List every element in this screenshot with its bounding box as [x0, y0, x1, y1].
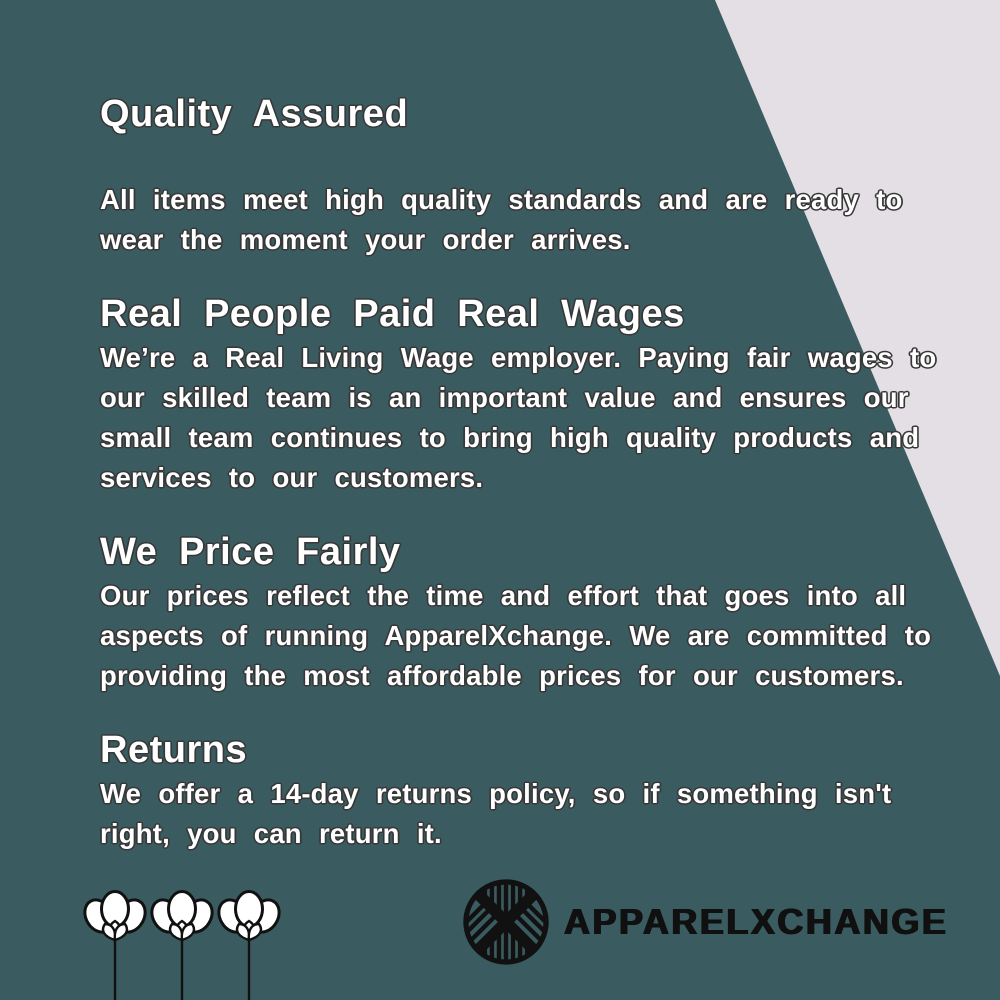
section-quality-assured: [100, 92, 948, 260]
section-real-wages: [100, 292, 948, 498]
cotton-flower-icon: [83, 882, 147, 1000]
section-fair-pricing: [100, 530, 948, 696]
yarn-ball-x-icon: [462, 878, 550, 966]
brand-lockup: [462, 878, 948, 966]
section-returns: [100, 728, 948, 854]
cotton-flower-icon: [150, 882, 214, 1000]
section-body: We offer a 14-day returns policy, so if something isn't right, you can return it.: [100, 778, 892, 849]
brand-name: APPARELXCHANGE: [564, 901, 949, 942]
cotton-flower-icon: [217, 882, 281, 1000]
policy-sections: [100, 0, 948, 854]
cotton-flowers-illustration: [83, 882, 281, 1000]
section-body: Our prices reflect the time and effort that goes into all aspects of running ApparelXchange. We are committed to providing the most affordable prices for our customers.: [100, 580, 932, 691]
section-heading: Real People Paid Real Wages: [100, 293, 685, 335]
section-heading: Returns: [100, 729, 248, 771]
section-body: All items meet high quality standards and are ready to wear the moment your order arrives.: [100, 184, 903, 255]
section-body: We’re a Real Living Wage employer. Paying fair wages to our skilled team is an important value and ensures our small team continues to bring high quality products and services to our customers.: [100, 342, 937, 493]
section-heading: We Price Fairly: [100, 531, 401, 573]
section-heading: Quality Assured: [100, 93, 409, 135]
